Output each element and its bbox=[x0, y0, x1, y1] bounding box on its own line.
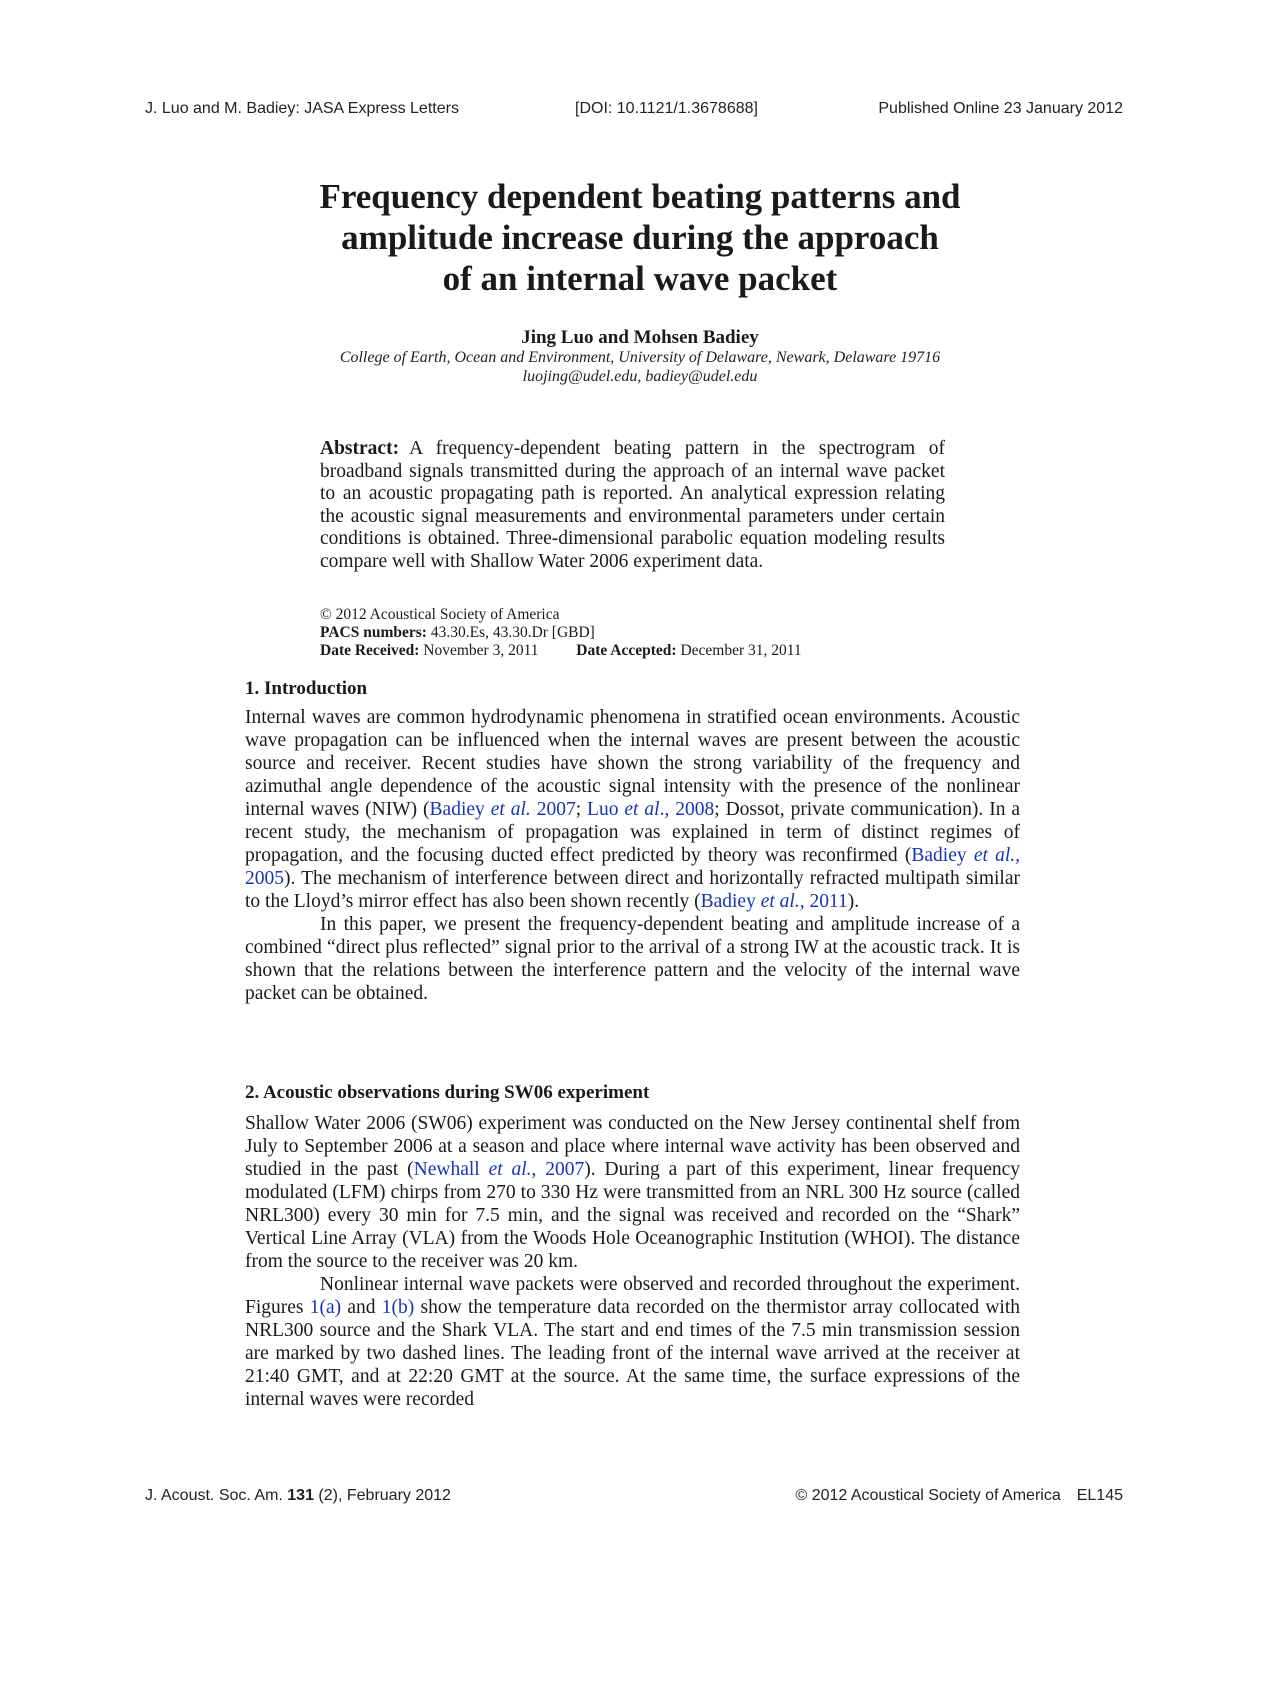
running-footer bbox=[145, 1487, 1123, 1511]
abstract bbox=[320, 438, 945, 573]
author-names: Jing Luo and Mohsen Badiey bbox=[521, 327, 759, 348]
dates-line bbox=[320, 642, 945, 660]
paragraph bbox=[245, 706, 1020, 913]
header-doi: [DOI: 10.1121/1.3678688] bbox=[575, 100, 758, 117]
copyright-line: © 2012 Acoustical Society of America bbox=[320, 606, 560, 623]
figure-link[interactable]: 1(a) bbox=[309, 1297, 342, 1318]
pacs-value: 43.30.Es, 43.30.Dr [GBD] bbox=[430, 624, 595, 641]
received-label: Date Received: bbox=[320, 642, 420, 659]
section-heading-introduction: 1. Introduction bbox=[245, 678, 368, 699]
received-value: November 3, 2011 bbox=[423, 642, 539, 659]
paragraph-text: Nonlinear internal wave packets were observed and recorded throughout the experiment. Figures bbox=[245, 1274, 1020, 1318]
paragraph-text: ; bbox=[575, 799, 588, 820]
paragraph-text: ). bbox=[847, 891, 860, 912]
footer-right bbox=[795, 1487, 1123, 1505]
paragraph-text: and bbox=[341, 1297, 382, 1318]
footer-volume: 131 bbox=[287, 1487, 314, 1504]
pacs-line bbox=[320, 624, 945, 642]
footer-copyright: © 2012 Acoustical Society of America bbox=[795, 1487, 1061, 1504]
accepted-label: Date Accepted: bbox=[576, 642, 677, 659]
accepted-value: December 31, 2011 bbox=[680, 642, 802, 659]
paragraph-text: ). The mechanism of interference between direct and horizontally refracted multipath similar to the Lloyd’s mirror effect has also been shown recently ( bbox=[245, 868, 1020, 912]
paragraph: In this paper, we present the frequency-dependent beating and amplitude increase of a combined “direct plus reflected” signal prior to the arrival of a strong IW at the acoustic track. It is shown that the relations between the interference pattern and the velocity of the internal wave packet can be obtained. bbox=[245, 914, 1020, 1004]
footer-page-number: EL145 bbox=[1076, 1487, 1123, 1504]
paragraph bbox=[245, 1112, 1020, 1273]
citation-link[interactable]: Newhall et al., 2007 bbox=[413, 1159, 585, 1180]
pacs-label: PACS numbers: bbox=[320, 624, 427, 641]
section-acoustic-observations-body bbox=[245, 1112, 1020, 1411]
author-affiliation: College of Earth, Ocean and Environment, University of Delaware, Newark, Delaware 19716 bbox=[339, 349, 941, 366]
header-authors: J. Luo and M. Badiey: JASA Express Letters bbox=[145, 100, 459, 117]
article-metadata bbox=[320, 606, 945, 660]
title-line: of an internal wave packet bbox=[442, 259, 838, 298]
citation-link[interactable]: Badiey et al., 2005 bbox=[245, 845, 1021, 889]
citation-link[interactable]: Luo et al., 2008 bbox=[587, 799, 715, 820]
running-header bbox=[145, 100, 1123, 124]
header-publication-date: Published Online 23 January 2012 bbox=[878, 100, 1123, 117]
paragraph-text: ). During a part of this experiment, linear frequency modulated (LFM) chirps from 270 to 330 Hz were transmitted from an NRL 300 Hz source (called NRL300) every 30 min for 7.5 min, and the signal was received and recorded on the “Shark” Vertical Line Array (VLA) from the Woods Hole Oceanographic Institution (WHOI). The distance from the source to the receiver was 20 km. bbox=[245, 1159, 1021, 1272]
paragraph bbox=[245, 1273, 1020, 1411]
footer-journal: J. Acoust. Soc. Am. 131 (2), February 2012 bbox=[145, 1487, 451, 1504]
figure-link[interactable]: 1(b) bbox=[381, 1297, 415, 1318]
paragraph-text: show the temperature data recorded on the thermistor array collocated with NRL300 source and the Shark VLA. The start and end times of the 7.5 min transmission session are marked by two dashed lines. The leading front of the internal wave arrived at the receiver at 21:40 GMT, and at 22:20 GMT at the source. At the same time, the surface expressions of the internal waves were recorded bbox=[245, 1297, 1021, 1410]
section-heading-acoustic-observations: 2. Acoustic observations during SW06 experiment bbox=[245, 1082, 650, 1103]
author-emails: luojing@udel.edu, badiey@udel.edu bbox=[522, 368, 758, 385]
citation-link[interactable]: Badiey et al., 2011 bbox=[700, 891, 848, 912]
title-line: amplitude increase during the approach bbox=[341, 218, 939, 257]
citation-link[interactable]: Badiey et al. 2007 bbox=[429, 799, 576, 820]
section-introduction-body bbox=[245, 706, 1020, 1005]
paragraph-text: Shallow Water 2006 (SW06) experiment was conducted on the New Jersey continental shelf from July to September 2006 at a season and place where internal wave activity has been observed and studied in the past ( bbox=[245, 1113, 1020, 1180]
abstract-text: A frequency-dependent beating pattern in the spectrogram of broadband signals transmitted during the approach of an internal wave packet to an acoustic propagating path is reported. An analytical expression relating the acoustic signal measurements and environmental parameters under certain conditions is obtained. Three-dimensional parabolic equation modeling results compare well with Shallow Water 2006 experiment data. bbox=[320, 438, 945, 572]
title-line: Frequency dependent beating patterns and bbox=[319, 177, 961, 216]
abstract-label: Abstract: bbox=[320, 438, 400, 459]
paper-title bbox=[245, 176, 1035, 299]
paragraph-text: ; Dossot, private communication). In a recent study, the mechanism of propagation was explained in term of distinct regimes of propagation, and the focusing ducted effect predicted by theory was reconfirmed ( bbox=[245, 799, 1021, 866]
paragraph-text: Internal waves are common hydrodynamic phenomena in stratified ocean environments. Acoustic wave propagation can be influenced when the internal waves are present between the acoustic source and receiver. Recent studies have shown the strong variability of the frequency and azimuthal angle dependence of the acoustic signal intensity with the presence of the nonlinear internal waves (NIW) ( bbox=[245, 707, 1020, 820]
